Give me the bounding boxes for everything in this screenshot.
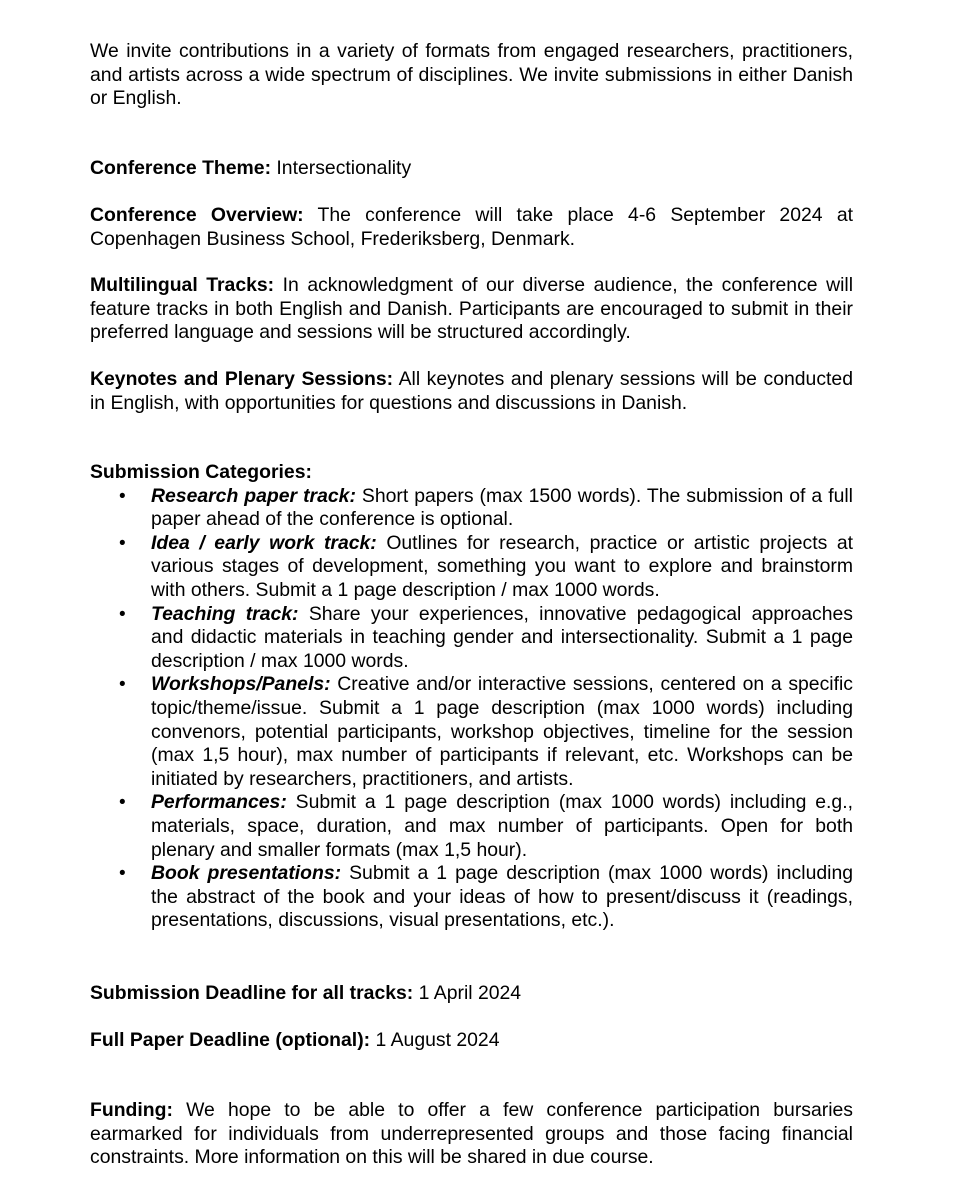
deadline-paragraph	[90, 982, 853, 1006]
full-paper-paragraph	[90, 1029, 853, 1053]
list-item	[90, 603, 853, 674]
theme-paragraph	[90, 157, 853, 181]
funding-paragraph	[90, 1099, 853, 1170]
category-description: Creative and/or interactive sessions, centered on a specific topic/theme/issue. Submit a 1 page description (max 1000 words) including convenors, potential participants, workshop objectives, timeline for the session (max 1,5 hour), max number of participants if relevant, etc. Workshops can be initiated by researchers, practitioners, and artists.	[151, 673, 853, 790]
list-item	[90, 532, 853, 603]
category-description: Submit a 1 page description (max 1000 words) including the abstract of the book and your ideas of how to present/discuss it (readings, presentations, discussions, visual presentations, etc.).	[151, 862, 854, 932]
category-name: Workshops/Panels:	[151, 673, 331, 696]
bullet-icon: •	[119, 863, 126, 885]
category-name: Research paper track:	[151, 484, 356, 507]
intro-text: We invite contributions in a variety of formats from engaged researchers, practitioners, and artists across a wide spectrum of disciplines. We invite submissions in either Danish or English.	[90, 40, 853, 110]
multilingual-paragraph	[90, 274, 853, 345]
overview-paragraph	[90, 204, 853, 251]
categories-heading	[90, 461, 853, 485]
category-description: Submit a 1 page description (max 1000 words) including e.g., materials, space, duration, and max number of participants. Open for both plenary and smaller formats (max 1,5 hour).	[151, 791, 853, 861]
list-item	[90, 862, 853, 933]
full-paper-label: Full Paper Deadline (optional):	[90, 1029, 371, 1051]
category-name: Teaching track:	[151, 602, 299, 625]
theme-text: Intersectionality	[271, 157, 412, 179]
deadline-label: Submission Deadline for all tracks:	[90, 982, 414, 1004]
category-name: Idea / early work track:	[151, 531, 377, 554]
category-description: Outlines for research, practice or artistic projects at various stages of development, something you want to explore and brainstorm with others. Submit a 1 page description / max 1000 words.	[151, 531, 854, 601]
deadline-text: 1 April 2024	[413, 982, 522, 1004]
list-item	[90, 485, 853, 532]
categories-heading-text: Submission Categories:	[90, 461, 312, 483]
category-description: Short papers (max 1500 words). The submission of a full paper ahead of the conference is optional.	[151, 484, 853, 531]
bullet-icon: •	[119, 532, 126, 554]
multilingual-text: In acknowledgment of our diverse audience, the conference will feature tracks in both English and Danish. Participants are encouraged to submit in their preferred language and sessions will be structured accordingly.	[90, 274, 854, 344]
list-item	[90, 673, 853, 791]
bullet-icon: •	[119, 603, 126, 625]
intro-paragraph	[90, 40, 853, 111]
category-description: Share your experiences, innovative pedagogical approaches and didactic materials in teaching gender and intersectionality. Submit a 1 page description / max 1000 words.	[151, 602, 854, 672]
bullet-icon: •	[119, 485, 126, 507]
overview-text: The conference will take place 4-6 September 2024 at Copenhagen Business School, Frederiksberg, Denmark.	[90, 204, 853, 250]
bullet-icon: •	[119, 792, 126, 814]
keynotes-paragraph	[90, 368, 853, 415]
categories-list	[90, 485, 853, 933]
overview-label: Conference Overview:	[90, 204, 304, 226]
category-name: Book presentations:	[151, 862, 342, 885]
submission-categories	[90, 461, 853, 933]
keynotes-text: All keynotes and plenary sessions will be conducted in English, with opportunities for questions and discussions in Danish.	[90, 368, 853, 414]
category-name: Performances:	[151, 791, 287, 814]
multilingual-label: Multilingual Tracks:	[90, 274, 275, 296]
funding-label: Funding:	[90, 1099, 173, 1121]
theme-label: Conference Theme:	[90, 157, 272, 179]
list-item	[90, 791, 853, 862]
keynotes-label: Keynotes and Plenary Sessions:	[90, 368, 394, 390]
bullet-icon: •	[119, 674, 126, 696]
full-paper-text: 1 August 2024	[370, 1029, 500, 1051]
funding-text: We hope to be able to offer a few conference participation bursaries earmarked for individuals from underrepresented groups and those facing financial constraints. More information on this will be shared in due course.	[90, 1099, 853, 1169]
